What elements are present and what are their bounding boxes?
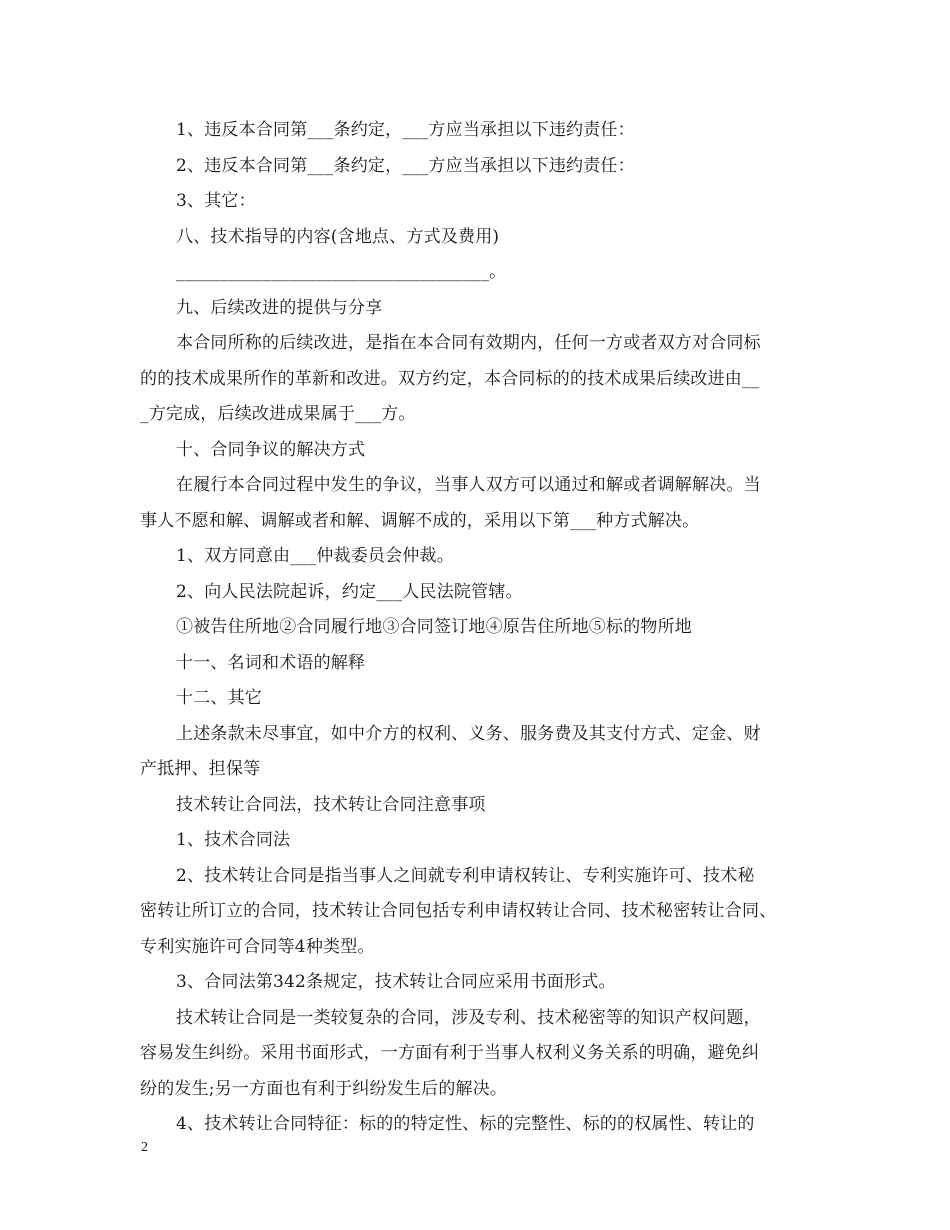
text-line: 容易发生纠纷。采用书面形式，一方面有利于当事人权利义务关系的明确，避免纠 — [140, 1043, 760, 1063]
document-body — [140, 113, 820, 1143]
text-line: 产抵押、担保等 — [140, 759, 261, 779]
text-line: 3、其它： — [176, 191, 256, 211]
text-line: 纷的发生;另一方面也有利于纠纷发生后的解决。 — [140, 1078, 508, 1099]
text-line: 八、技术指导的内容(含地点、方式及费用) — [176, 226, 500, 247]
page-number: 2 — [141, 1140, 148, 1155]
text-line: 1、双方同意由___仲裁委员会仲裁。 — [176, 546, 454, 566]
text-line: 在履行本合同过程中发生的争议，当事人双方可以通过和解或者调解解决。当 — [176, 475, 761, 495]
text-line: 事人不愿和解、调解或者和解、调解不成的，采用以下第___种方式解决。 — [140, 510, 700, 531]
text-line: 技术转让合同是一类较复杂的合同，涉及专利、技术秘密等的知识产权问题， — [176, 1007, 761, 1028]
text-line: 九、后续改进的提供与分享 — [176, 297, 383, 318]
text-line: 专利实施许可合同等4种类型。 — [140, 936, 375, 957]
text-line: 本合同所称的后续改进，是指在本合同有效期内，任何一方或者双方对合同标 — [176, 333, 761, 353]
text-line: 3、合同法第342条规定，技术转让合同应采用书面形式。 — [176, 972, 616, 992]
text-line: 1、技术合同法 — [176, 830, 291, 850]
text-line: 4、技术转让合同特征：标的的特定性、标的完整性、标的的权属性、转让的 — [176, 1114, 755, 1134]
text-line: ①被告住所地②合同履行地③合同签订地④原告住所地⑤标的物所地 — [176, 617, 692, 637]
text-line: 2、向人民法院起诉，约定___人民法院管辖。 — [176, 581, 523, 602]
text-line: _方完成，后续改进成果属于___方。 — [140, 404, 416, 424]
text-line: ____________________________________。 — [176, 262, 507, 282]
text-line: 的的技术成果所作的革新和改进。双方约定，本合同标的的技术成果后续改进由__ — [140, 368, 760, 389]
text-line: 1、违反本合同第___条约定，___方应当承担以下违约责任： — [176, 120, 635, 140]
text-line: 2、违反本合同第___条约定，___方应当承担以下违约责任： — [176, 155, 635, 176]
text-line: 十二、其它 — [176, 688, 262, 708]
text-line: 密转让所订立的合同，技术转让合同包括专利申请权转让合同、技术秘密转让合同、 — [140, 901, 777, 921]
text-line: 上述条款未尽事宜，如中介方的权利、义务、服务费及其支付方式、定金、财 — [176, 723, 761, 744]
text-line: 十一、名词和术语的解释 — [176, 652, 366, 673]
text-line: 2、技术转让合同是指当事人之间就专利申请权转让、专利实施许可、技术秘 — [176, 865, 755, 886]
text-line: 十、合同争议的解决方式 — [176, 439, 366, 460]
text-line: 技术转让合同法，技术转让合同注意事项 — [176, 794, 486, 815]
